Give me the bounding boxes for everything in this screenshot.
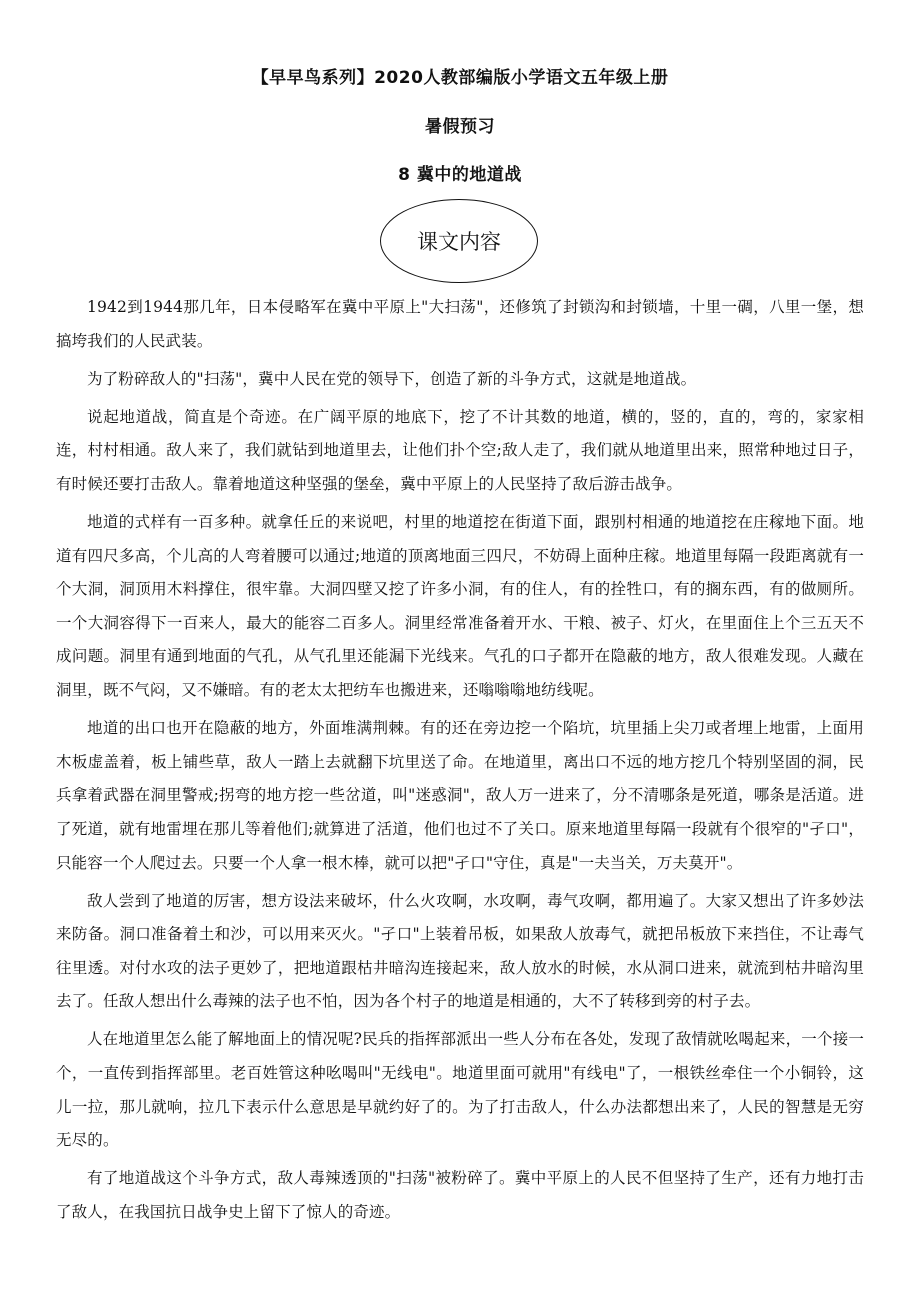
series-title: 【早早鸟系列】2020人教部编版小学语文五年级上册 [251, 68, 669, 88]
section-label-oval [380, 199, 538, 283]
article-body [56, 291, 864, 1234]
paragraph: 人在地道里怎么能了解地面上的情况呢?民兵的指挥部派出一些人分布在各处，发现了敌情就吆喝起来，一个接一个，一直传到指挥部里。老百姓管这种吆喝叫"无线电"。地道里面可就用"有线电"了，一根铁丝牵住一个小铜铃，这儿一拉，那儿就响，拉几下表示什么意思是早就约好了的。为了打击敌人，什么办法都想出来了，人民的智慧是无穷无尽的。 [56, 1030, 864, 1150]
paragraph: 地道的式样有一百多种。就拿任丘的来说吧，村里的地道挖在街道下面，跟别村相通的地道挖在庄稼地下面。地道有四尺多高，个儿高的人弯着腰可以通过;地道的顶离地面三四尺，不妨碍上面种庄稼。地道里每隔一段距离就有一个大洞，洞顶用木料撑住，很牢靠。大洞四壁又挖了许多小洞，有的住人，有的拴牲口，有的搁东西，有的做厕所。一个大洞容得下一百来人，最大的能容二百多人。洞里经常准备着开水、干粮、被子、灯火，在里面住上个三五天不成问题。洞里有通到地面的气孔，从气孔里还能漏下光线来。气孔的口子都开在隐蔽的地方，敌人很难发现。人藏在洞里，既不气闷，又不嫌暗。有的老太太把纺车也搬进来，还嗡嗡嗡地纺线呢。 [56, 513, 864, 700]
paragraph: 1942到1944那几年，日本侵略军在冀中平原上"大扫荡"，还修筑了封锁沟和封锁墙，十里一碉，八里一堡，想搞垮我们的人民武装。 [56, 298, 864, 350]
paragraph: 为了粉碎敌人的"扫荡"，冀中人民在党的领导下，创造了新的斗争方式，这就是地道战。 [87, 369, 697, 388]
paragraph: 地道的出口也开在隐蔽的地方，外面堆满荆棘。有的还在旁边挖一个陷坑，坑里插上尖刀或者埋上地雷，上面用木板虚盖着，板上铺些草，敌人一踏上去就翻下坑里送了命。在地道里，离出口不远的地方挖几个特别坚固的洞，民兵拿着武器在洞里警戒;拐弯的地方挖一些岔道，叫"迷惑洞"，敌人万一进来了，分不清哪条是死道，哪条是活道。进了死道，就有地雷埋在那儿等着他们;就算进了活道，他们也过不了关口。原来地道里每隔一段就有个很窄的"孑口"，只能容一个人爬过去。只要一个人拿一根木棒，就可以把"孑口"守住，真是"一夫当关，万夫莫开"。 [56, 719, 864, 872]
lesson-title: 8 冀中的地道战 [398, 165, 522, 185]
paragraph: 敌人尝到了地道的厉害，想方设法来破坏，什么火攻啊，水攻啊，毒气攻啊，都用遍了。大家又想出了许多妙法来防备。洞口准备着土和沙，可以用来灭火。"孑口"上装着吊板，如果敌人放毒气，就把吊板放下来挡住，不让毒气往里透。对付水攻的法子更妙了，把地道跟枯井暗沟连接起来，敌人放水的时候，水从洞口进来，就流到枯井暗沟里去了。任敌人想出什么毒辣的法子也不怕，因为各个村子的地道是相通的，大不了转移到旁的村子去。 [56, 891, 864, 1011]
section-label: 课文内容 [417, 230, 501, 254]
paragraph: 有了地道战这个斗争方式，敌人毒辣透顶的"扫荡"被粉碎了。冀中平原上的人民不但坚持了生产，还有力地打击了敌人，在我国抗日战争史上留下了惊人的奇迹。 [56, 1169, 864, 1221]
paragraph: 说起地道战，简直是个奇迹。在广阔平原的地底下，挖了不计其数的地道，横的，竖的，直的，弯的，家家相连，村村相通。敌人来了，我们就钻到地道里去，让他们扑个空;敌人走了，我们就从地道里出来，照常种地过日子，有时候还要打击敌人。靠着地道这种坚强的堡垒，冀中平原上的人民坚持了敌后游击战争。 [56, 407, 864, 493]
subtitle: 暑假预习 [425, 117, 495, 137]
